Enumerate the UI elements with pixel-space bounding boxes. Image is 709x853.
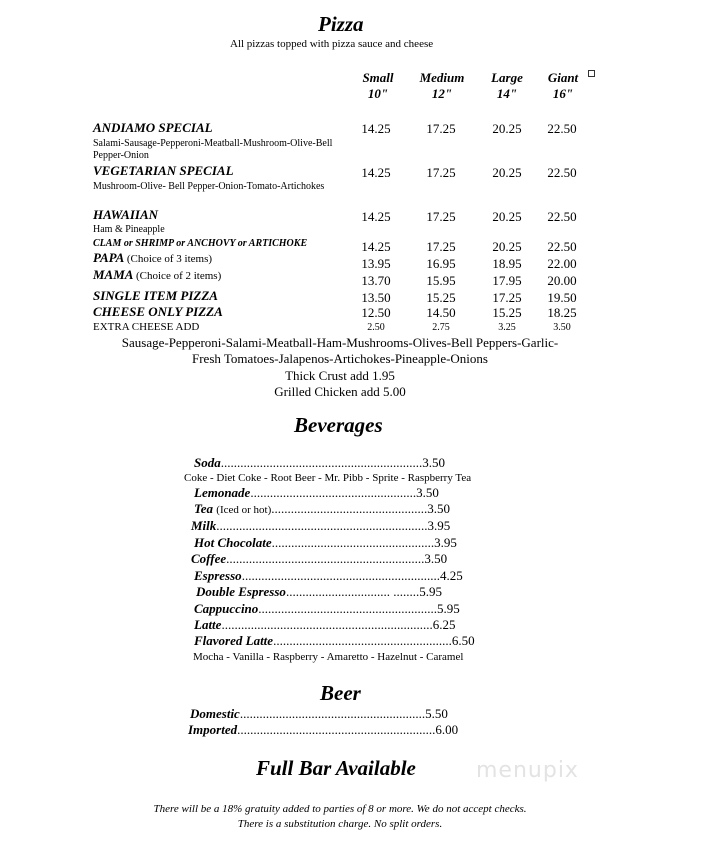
price-small: 14.25 [361,239,391,254]
size-medium-header: Medium 12" [419,70,465,101]
price-medium: 2.75 [432,322,450,333]
price-giant: 18.25 [547,305,577,320]
price-giant: 19.50 [547,290,577,305]
price-medium: 15.95 [426,273,456,288]
pizza-item-name: MAMA (Choice of 2 items) [93,267,222,282]
price-medium: 17.25 [426,209,456,224]
pizza-item-name: ANDIAMO SPECIAL [93,120,213,135]
beverage-row: Espresso.............................................................4.25 [194,568,463,583]
latte-flavors: Mocha - Vanilla - Raspberry - Amaretto - Hazelnut - Caramel [193,651,464,663]
pizza-item-name: HAWAIIAN [93,207,159,222]
size-large-header: Large 14" [491,70,523,101]
pizza-item-name: SINGLE ITEM PIZZA [93,288,218,303]
thick-crust-addon: Thick Crust add 1.95 [285,368,395,383]
price-large: 17.95 [492,273,522,288]
price-small: 12.50 [361,305,391,320]
price-medium: 17.25 [426,239,456,254]
pizza-item-name: PAPA (Choice of 3 items) [93,250,213,265]
price-large: 18.95 [492,256,522,271]
price-small: 13.50 [361,290,391,305]
price-small: 14.25 [361,121,391,136]
size-small-header: Small 10" [362,70,394,101]
price-giant: 22.50 [547,121,577,136]
price-small: 13.95 [361,256,391,271]
price-medium: 16.95 [426,256,456,271]
full-bar-heading: Full Bar Available [256,756,416,780]
pizza-item-desc: Salami-Sausage-Pepperoni-Meatball-Mushroom-Olive-Bell Pepper-Onion [93,138,333,161]
beverage-row: Soda..............................................................3.50 [194,455,445,470]
beer-row: Domestic.........................................................5.50 [190,706,448,721]
pizza-item-name: EXTRA CHEESE ADD [93,321,200,333]
beer-title: Beer [320,681,361,705]
pizza-title: Pizza [318,12,364,36]
beverage-row: Hot Chocolate..................................................3.95 [194,535,457,550]
pizza-item-desc: Ham & Pineapple [93,224,165,235]
price-giant: 22.50 [547,165,577,180]
toppings-line: Fresh Tomatoes-Jalapenos-Artichokes-Pineapple-Onions [192,351,488,366]
price-giant: 3.50 [553,322,571,333]
price-giant: 20.00 [547,273,577,288]
price-large: 17.25 [492,290,522,305]
pizza-item-name: VEGETARIAN SPECIAL [93,163,234,178]
footer-gratuity-note: There will be a 18% gratuity added to parties of 8 or more. We do not accept checks. [153,803,527,815]
beverage-row: Milk.................................................................3.95 [191,518,451,533]
price-large: 20.25 [492,165,522,180]
size-giant-header: Giant 16" [547,70,579,101]
price-small: 2.50 [367,322,385,333]
price-small: 13.70 [361,273,391,288]
pizza-item-desc: Mushroom-Olive- Bell Pepper-Onion-Tomato-Artichokes [93,181,325,192]
beverage-row: Lemonade...................................................3.50 [194,485,439,500]
menupix-watermark: menupix [476,758,579,783]
toppings-line: Sausage-Pepperoni-Salami-Meatball-Ham-Mushrooms-Olives-Bell Peppers-Garlic- [121,335,559,350]
price-small: 14.25 [361,165,391,180]
checkbox-icon [588,70,595,77]
price-large: 20.25 [492,121,522,136]
beer-row: Imported.............................................................6.00 [188,722,459,737]
beverage-row: Tea (Iced or hot)................................................3.50 [194,501,451,516]
pizza-item-name: CHEESE ONLY PIZZA [93,304,223,319]
price-large: 20.25 [492,239,522,254]
grilled-chicken-addon: Grilled Chicken add 5.00 [274,384,406,399]
pizza-subtitle: All pizzas topped with pizza sauce and cheese [230,38,434,50]
beverage-row: Coffee.............................................................3.50 [191,551,448,566]
pizza-item-name: CLAM or SHRIMP or ANCHOVY or ARTICHOKE [93,238,308,249]
price-large: 20.25 [492,209,522,224]
price-medium: 14.50 [426,305,456,320]
price-medium: 17.25 [426,165,456,180]
price-small: 14.25 [361,209,391,224]
beverage-row: Double Espresso................................ ........5.95 [196,584,442,599]
beverage-row: Latte.................................................................6.25 [194,617,456,632]
footer-substitution-note: There is a substitution charge. No split orders. [237,818,443,830]
price-medium: 15.25 [426,290,456,305]
beverage-row: Cappuccino.......................................................5.95 [194,601,460,616]
soda-flavors: Coke - Diet Coke - Root Beer - Mr. Pibb - Sprite - Raspberry Tea [184,472,472,484]
price-giant: 22.50 [547,209,577,224]
beverages-title: Beverages [294,413,383,437]
price-giant: 22.00 [547,256,577,271]
price-large: 15.25 [492,305,522,320]
price-large: 3.25 [498,322,516,333]
price-medium: 17.25 [426,121,456,136]
price-giant: 22.50 [547,239,577,254]
beverage-row: Flavored Latte.......................................................6.50 [194,633,475,648]
